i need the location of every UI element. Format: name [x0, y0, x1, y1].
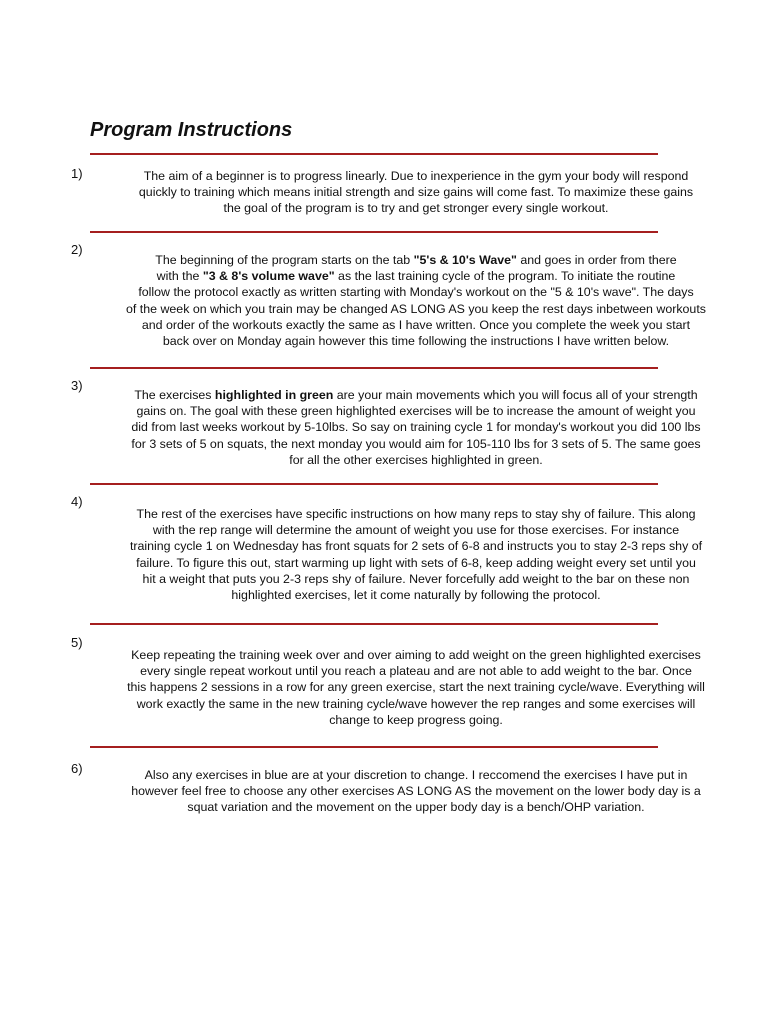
paragraph-line [90, 301, 742, 317]
text-run: failure. To figure this out, start warming up light with sets of 6-8, keep adding weight every set until you [136, 555, 696, 570]
text-run: work exactly the same in the new training cycle/wave however the rep ranges and some exercises will [136, 696, 696, 711]
paragraph-line [90, 799, 742, 815]
paragraph-line [90, 647, 742, 663]
item-number: 5) [71, 635, 83, 650]
instruction-paragraph [90, 647, 705, 732]
paragraph-line [90, 506, 742, 522]
paragraph-line [90, 783, 742, 799]
paragraph-line [90, 696, 742, 712]
text-run: this happens 2 sessions in a row for any green exercise, start the next training cycle/wave. Everything will [127, 680, 705, 695]
section-divider [90, 483, 658, 485]
text-run: for 3 sets of 5 on squats, the next monday you would aim for 105-110 lbs for 3 sets of 5. The same goes [131, 436, 701, 451]
section-divider [90, 367, 658, 369]
text-run: gains on. The goal with these green highlighted exercises will be to increase the amount of weight you [136, 404, 696, 419]
text-run: hit a weight that puts you 2-3 reps shy of failure. Never forcefully add weight to the bar on these non [142, 571, 690, 586]
paragraph-line [90, 679, 742, 695]
paragraph-line [90, 538, 742, 554]
bold-text: "3 & 8's volume wave" [202, 269, 335, 284]
paragraph-line [90, 200, 742, 216]
paragraph-line [90, 555, 742, 571]
text-run: of the week on which you train may be changed AS LONG AS you keep the rest days inbetween workouts [126, 301, 706, 316]
paragraph-line [90, 268, 742, 284]
paragraph-line [90, 452, 742, 468]
instruction-paragraph [90, 506, 703, 607]
text-run: and goes in order from there [516, 253, 677, 267]
text-run: change to keep progress going. [329, 712, 503, 727]
text-run: The aim of a beginner is to progress linearly. Due to inexperience in the gym your body will respond [143, 169, 689, 183]
paragraph-line [90, 184, 742, 200]
paragraph-line [90, 317, 742, 333]
instruction-paragraph [90, 767, 701, 820]
paragraph-line [90, 403, 742, 419]
instruction-paragraph [90, 168, 694, 221]
section-divider [90, 746, 658, 748]
bold-text: "5's & 10's Wave" [413, 253, 517, 267]
paragraph-line [90, 663, 742, 679]
text-run: with the rep range will determine the amount of weight you use for those exercises. For instance [152, 523, 680, 538]
instruction-paragraph [90, 252, 706, 353]
text-run: The beginning of the program starts on the tab [155, 253, 414, 267]
text-run: did from last weeks workout by 5-10lbs. So say on training cycle 1 for monday's workout you did 100 lbs [131, 420, 701, 435]
text-run: for all the other exercises highlighted in green. [289, 452, 543, 467]
text-run: back over on Monday again however this time following the instructions I have written below. [162, 334, 670, 348]
item-number: 4) [71, 494, 83, 509]
paragraph-line [90, 571, 742, 587]
paragraph-line [90, 284, 742, 300]
text-run: are your main movements which you will focus all of your strength [333, 388, 698, 402]
text-run: quickly to training which means initial strength and size gains will come fast. To maximize these gains [138, 185, 694, 200]
item-number: 6) [71, 761, 83, 776]
text-run: and order of the workouts exactly the same as I have written. Once you complete the week you start [141, 317, 691, 332]
item-number: 3) [71, 378, 83, 393]
text-run: training cycle 1 on Wednesday has front squats for 2 sets of 6-8 and instructs you to stay 2-3 reps shy of [129, 539, 703, 554]
text-run: with the [156, 269, 203, 284]
text-run: highlighted exercises, let it come naturally by following the protocol. [231, 588, 601, 602]
item-number: 2) [71, 242, 83, 257]
text-run: The rest of the exercises have specific instructions on how many reps to stay shy of failure. This along [136, 507, 696, 521]
text-run: however feel free to choose any other exercises AS LONG AS the movement on the lower body day is a [131, 784, 701, 799]
paragraph-line [90, 767, 742, 783]
paragraph-line [90, 436, 742, 452]
paragraph-line [90, 168, 742, 184]
paragraph-line [90, 522, 742, 538]
paragraph-line [90, 252, 742, 268]
section-divider [90, 153, 658, 155]
paragraph-line [90, 333, 742, 349]
page-title: Program Instructions [90, 119, 293, 141]
text-run: Also any exercises in blue are at your discretion to change. I reccomend the exercises I have put in [144, 768, 688, 782]
paragraph-line [90, 419, 742, 435]
paragraph-line [90, 587, 742, 603]
text-run: the goal of the program is to try and get stronger every single workout. [223, 201, 609, 216]
section-divider [90, 231, 658, 233]
item-number: 1) [71, 166, 83, 181]
instruction-paragraph [90, 387, 701, 472]
text-run: Keep repeating the training week over and over aiming to add weight on the green highlighted exercises [131, 648, 701, 662]
section-divider [90, 623, 658, 625]
bold-text: highlighted in green [214, 388, 334, 402]
paragraph-line [90, 387, 742, 403]
text-run: every single repeat workout until you reach a plateau and are not able to add weight to the bar. Once [140, 664, 692, 679]
text-run: as the last training cycle of the program. To initiate the routine [334, 269, 676, 284]
text-run: The exercises [134, 388, 215, 402]
text-run: follow the protocol exactly as written starting with Monday's workout on the "5 & 10's wave". The days [138, 285, 694, 300]
paragraph-line [90, 712, 742, 728]
text-run: squat variation and the movement on the upper body day is a bench/OHP variation. [187, 800, 645, 815]
